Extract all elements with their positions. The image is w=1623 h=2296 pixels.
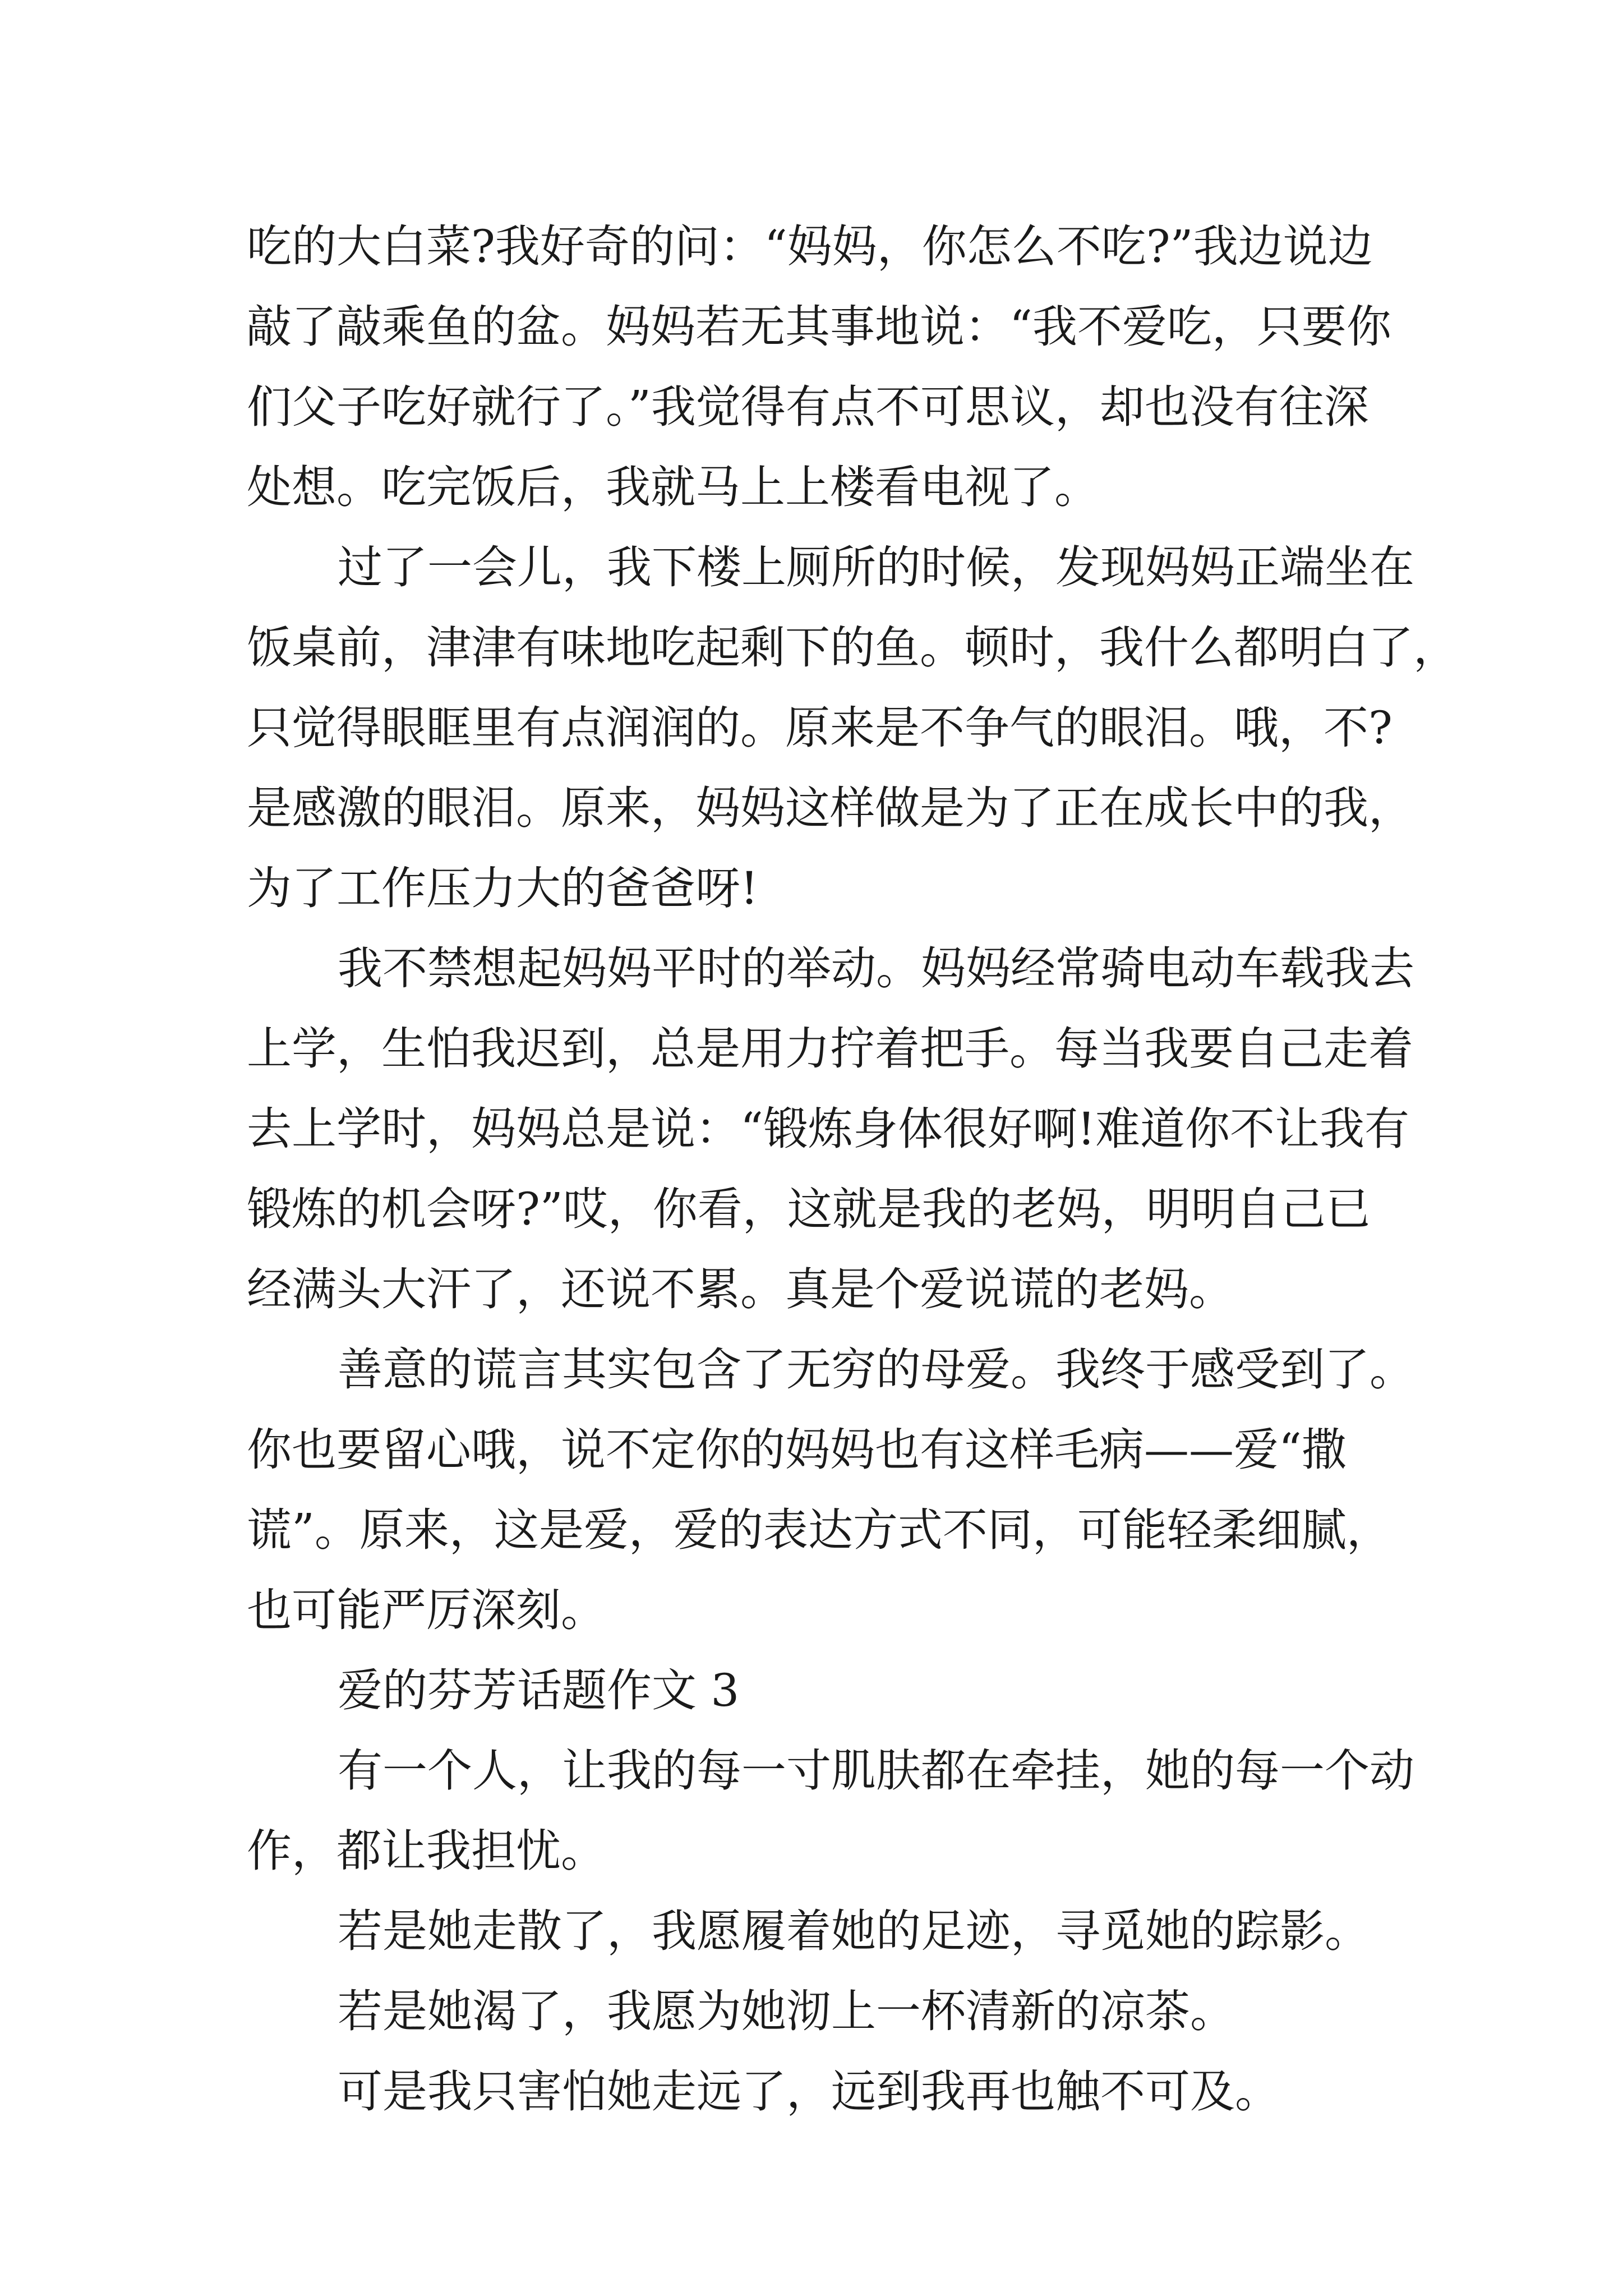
document-body bbox=[247, 206, 1458, 2132]
text-line: 有一个人，让我的每一寸肌肤都在牵挂，她的每一个动 bbox=[338, 1745, 1414, 1797]
text-line: 若是她走散了，我愿履着她的足迹，寻觅她的踪影。 bbox=[338, 1905, 1370, 1957]
text-line: 吃的大白菜?我好奇的问：“妈妈，你怎么不吃?”我边说边 bbox=[247, 220, 1373, 273]
text-line: 谎”。原来，这是爱，爱的表达方式不同，可能轻柔细腻， bbox=[247, 1504, 1391, 1556]
text-line: 经满头大汗了，还说不累。真是个爱说谎的老妈。 bbox=[247, 1263, 1234, 1315]
text-line: 为了工作压力大的爸爸呀! bbox=[247, 862, 759, 914]
paragraph-4 bbox=[247, 1329, 1414, 1650]
paragraph-6 bbox=[247, 1891, 1391, 1971]
text-line: 可是我只害怕她走远了，远到我再也触不可及。 bbox=[338, 2065, 1280, 2118]
text-line: 是感激的眼泪。原来，妈妈这样做是为了正在成长中的我， bbox=[247, 782, 1413, 834]
text-line: 过了一会儿，我下楼上厕所的时候，发现妈妈正端坐在 bbox=[338, 541, 1414, 593]
paragraph-5 bbox=[247, 1731, 1414, 1891]
text-line: 善意的谎言其实包含了无穷的母爱。我终于感受到了。 bbox=[338, 1343, 1414, 1396]
text-line: 若是她渴了，我愿为她沏上一杯清新的凉茶。 bbox=[338, 1985, 1235, 2037]
paragraph-8 bbox=[247, 2051, 1391, 2132]
text-line: 你也要留心哦，说不定你的妈妈也有这样毛病——爱“撒 bbox=[247, 1424, 1347, 1476]
text-line: 们父子吃好就行了。”我觉得有点不可思议，却也没有往深 bbox=[247, 381, 1369, 433]
text-line: 处想。吃完饭后，我就马上上楼看电视了。 bbox=[247, 461, 1099, 513]
paragraph-2 bbox=[247, 527, 1458, 928]
text-line: 作，都让我担忧。 bbox=[247, 1825, 606, 1877]
text-line: 也可能严厉深刻。 bbox=[247, 1584, 606, 1636]
text-line: 我不禁想起妈妈平时的举动。妈妈经常骑电动车载我去 bbox=[338, 942, 1414, 995]
section-heading bbox=[247, 1650, 1391, 1731]
text-line: 饭桌前，津津有味地吃起剩下的鱼。顿时，我什么都明白了， bbox=[247, 622, 1458, 674]
paragraph-1 bbox=[247, 206, 1391, 527]
heading-line: 爱的芬芳话题作文 3 bbox=[338, 1664, 740, 1717]
text-line: 去上学时，妈妈总是说：“锻炼身体很好啊!难道你不让我有 bbox=[247, 1103, 1410, 1155]
text-line: 上学，生怕我迟到，总是用力拧着把手。每当我要自己走着 bbox=[247, 1023, 1413, 1075]
text-line: 锻炼的机会呀?”哎，你看，这就是我的老妈，明明自己已 bbox=[247, 1183, 1371, 1235]
text-line: 敲了敲乘鱼的盆。妈妈若无其事地说：“我不爱吃，只要你 bbox=[247, 301, 1391, 353]
text-line: 只觉得眼眶里有点润润的。原来是不争气的眼泪。哦，不? bbox=[247, 702, 1393, 754]
paragraph-7 bbox=[247, 1971, 1391, 2051]
paragraph-3 bbox=[247, 928, 1414, 1329]
